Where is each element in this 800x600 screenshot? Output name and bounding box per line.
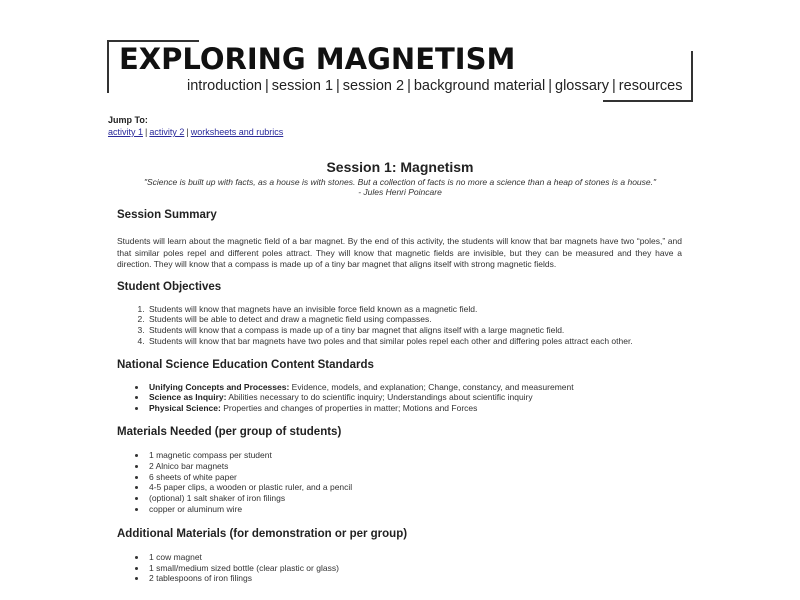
jump-to-section [108,114,283,138]
nav-glossary[interactable]: glossary [555,78,610,94]
nav-introduction[interactable]: introduction [187,78,262,94]
additional-materials-list [117,552,682,584]
additional-materials-section [117,528,682,584]
material-item: • (optional) 1 salt shaker of iron filings [147,493,682,504]
quote-text: "Science is built up with facts, as a house is with stones. But a collection of facts is no more a science than a heap of stones is a house." [143,177,657,187]
materials-section [117,426,682,515]
additional-material-item: • 1 cow magnet [147,552,682,563]
session-title: Session 1: Magnetism [326,159,474,175]
jump-link-activity-1[interactable]: activity 1 [108,127,144,137]
session-summary-text: Students will learn about the magnetic field of a bar magnet. By the end of this activity, the students will know that bar magnets have two “poles,” and that similar poles repel and different poles attract. They will know that magnetic fields are invisible, but they can be measured and they have a direction. They will know that a compass is made up of a tiny bar magnet that aligns itself with strong magnetic fields. [117,236,682,269]
additional-materials-heading: Additional Materials (for demonstration or per group) [117,527,408,540]
top-navigation [187,78,682,94]
standard-text: Abilities necessary to do scientific inquiry; Understandings about scientific inquiry [226,392,533,403]
header-frame-top-left-vertical [107,40,109,93]
objective-item: 2. Students will be able to detect and draw a magnetic field using compasses. [147,314,682,325]
session-summary-heading: Session Summary [117,209,217,221]
standards-section [117,359,682,414]
nav-background-material[interactable]: background material [413,78,546,94]
standard-text: Evidence, models, and explanation; Change, constancy, and measurement [289,381,574,392]
materials-heading: Materials Needed (per group of students) [117,426,342,439]
nav-session-1[interactable]: session 1 [271,78,334,94]
material-item: • 1 magnetic compass per student [147,450,682,461]
quote-block [0,177,800,197]
standard-term: Unifying Concepts and Processes: [149,381,290,392]
jump-separator: | [145,127,148,137]
quote-author: - Jules Henri Poincare [358,187,442,197]
main-content [117,209,682,584]
nav-resources[interactable]: resources [618,78,683,94]
standard-item [147,403,682,414]
jump-separator: | [186,127,189,137]
additional-material-item: • 1 small/medium sized bottle (clear plastic or glass) [147,563,682,574]
nav-separator: | [612,78,616,94]
jump-to-label: Jump To: [108,115,148,125]
standard-item [147,392,682,403]
session-summary-section [117,209,682,271]
objective-item: 3. Students will know that a compass is made up of a tiny bar magnet that aligns itself with a large magnetic field. [147,325,682,336]
header-frame-bottom-right-vertical [691,51,693,102]
material-item: • 2 Alnico bar magnets [147,461,682,472]
additional-material-item: • 2 tablespoons of iron filings [147,573,682,584]
nav-separator: | [407,78,411,94]
nav-separator: | [336,78,340,94]
standard-term: Physical Science: [149,403,221,414]
standard-text: Properties and changes of properties in matter; Motions and Forces [220,403,478,414]
header-frame-bottom-right-horizontal [603,100,693,102]
nav-separator: | [548,78,553,94]
jump-link-worksheets-and-rubrics[interactable]: worksheets and rubrics [190,127,284,137]
material-item: • 6 sheets of white paper [147,472,682,483]
jump-link-activity-2[interactable]: activity 2 [149,127,185,137]
objective-item: 1. Students will know that magnets have an invisible force field known as a magnetic field. [147,304,682,315]
standards-heading: National Science Education Content Standards [117,358,374,371]
material-item: • copper or aluminum wire [147,504,682,515]
standard-term: Science as Inquiry: [149,392,227,403]
objective-item: 4. Students will know that bar magnets have two poles and that similar poles repel each other and differing poles attract each other. [147,336,682,347]
student-objectives-heading: Student Objectives [117,280,222,293]
objectives-list [117,304,682,347]
material-item: • 4-5 paper clips, a wooden or plastic ruler, and a pencil [147,482,682,493]
nav-separator: | [264,78,269,94]
site-title: EXPLORING MAGNETISM [119,42,516,76]
jump-to-links [108,126,283,138]
standards-list [117,382,682,414]
standard-item [147,382,682,393]
nav-session-2[interactable]: session 2 [342,78,405,94]
student-objectives-section [117,281,682,347]
materials-list [117,450,682,515]
